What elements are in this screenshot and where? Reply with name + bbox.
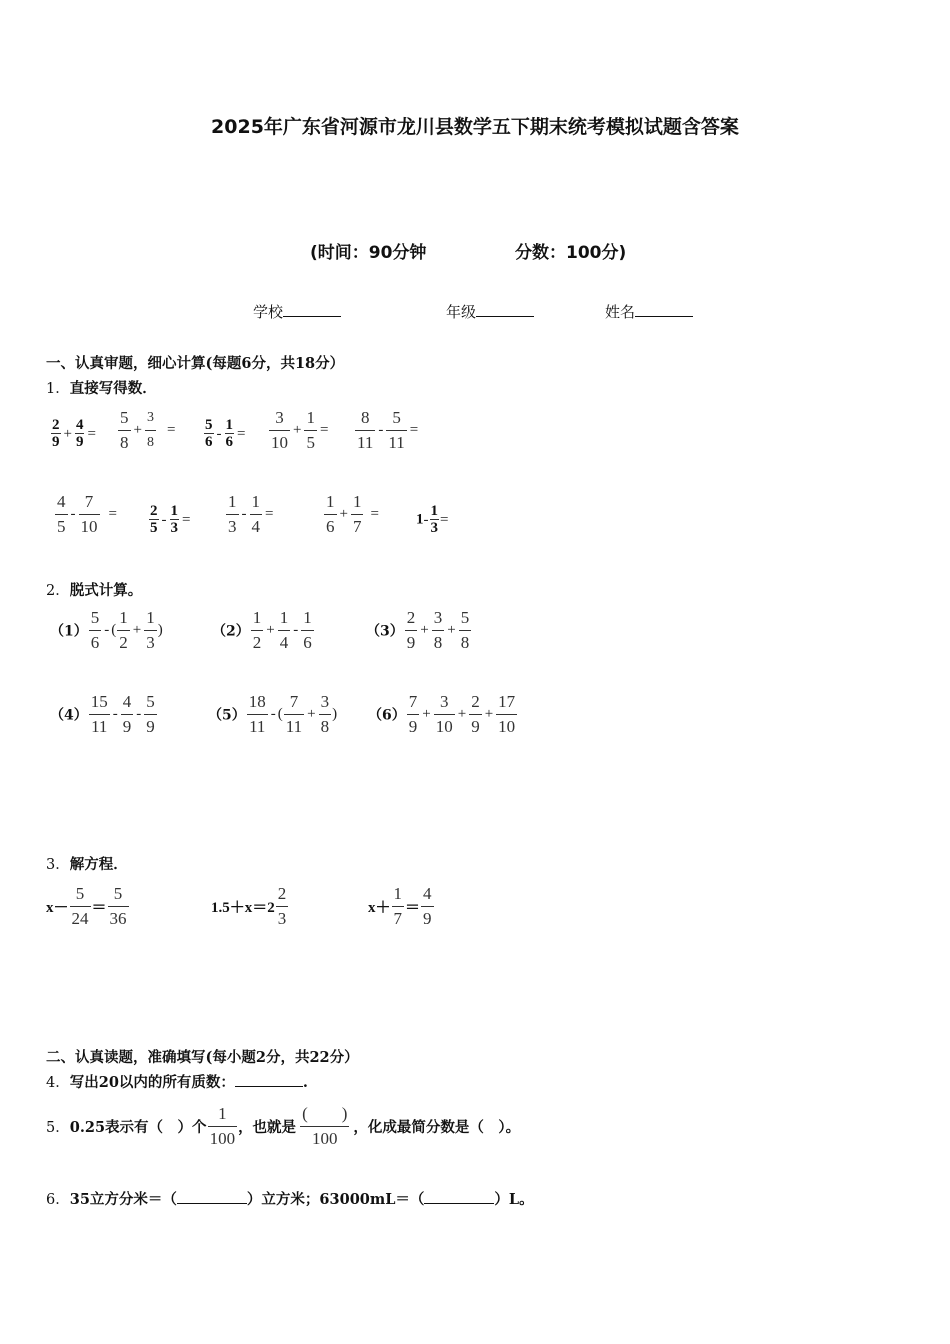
q1-item-4[interactable]: $\frac{3}{10}$ + $\frac{1}{5}$ = bbox=[271, 408, 329, 452]
question-6: 6．35立方分米＝（ ）立方米；63000mL＝（ ）L。 bbox=[46, 1191, 534, 1208]
page-title: 2025年广东省河源市龙川县数学五下期末统考模拟试题含答案 bbox=[211, 116, 739, 138]
school-label: 学校 bbox=[253, 303, 284, 321]
q1-item-8[interactable]: $\frac{1}{3}$ - $\frac{1}{4}$ = bbox=[228, 492, 274, 536]
q4-answer-blank[interactable] bbox=[235, 1072, 303, 1087]
q1-item-2[interactable]: $\frac{5}{8}$ + $\frac{3}{8}$ = bbox=[120, 408, 176, 452]
q2-expr-2[interactable]: （2） $\frac{1}{2}$ + $\frac{1}{4}$ - $\frac{1}{6}$ bbox=[212, 608, 312, 652]
q6-blank-1[interactable] bbox=[177, 1189, 247, 1204]
q2-expr-5[interactable]: （5） $\frac{18}{11}$ - ( $\frac{7}{11}$ + $\frac{3}{8}$ ) bbox=[208, 692, 338, 736]
section-1-heading: 一、认真审题，细心计算(每题6分，共18分） bbox=[46, 355, 345, 372]
q2-expr-3[interactable]: （3） $\frac{2}{9}$ + $\frac{3}{8}$ + $\frac{5}{8}$ bbox=[366, 608, 470, 652]
exam-time: (时间：90分钟 bbox=[310, 243, 427, 263]
q1-item-7[interactable]: $\frac{2}{5}$ - $\frac{1}{3}$ = bbox=[150, 503, 191, 536]
grade-blank[interactable] bbox=[476, 302, 534, 317]
q1-item-1[interactable]: $\frac{2}{9}$ + $\frac{4}{9}$ = bbox=[52, 417, 96, 450]
q1-item-9[interactable]: $\frac{1}{6}$ + $\frac{1}{7}$ = bbox=[326, 492, 379, 536]
name-blank[interactable] bbox=[635, 302, 693, 317]
q5-numerator-blank[interactable]: ( ) 100 bbox=[302, 1104, 348, 1148]
q3-equation-1[interactable]: x－ $\frac{5}{24}$ ＝ $\frac{5}{36}$ bbox=[46, 884, 127, 928]
question-1: 1．直接写得数． bbox=[46, 380, 157, 397]
grade-field[interactable] bbox=[446, 301, 534, 322]
question-2: 2．脱式计算。 bbox=[46, 582, 143, 599]
grade-label: 年级 bbox=[446, 303, 477, 321]
q1-item-10[interactable]: 1- $\frac{1}{3}$ = bbox=[416, 503, 449, 536]
school-blank[interactable] bbox=[283, 302, 341, 317]
exam-score: 分数：100分) bbox=[515, 243, 627, 263]
question-4: 4．写出20以内的所有质数： . bbox=[46, 1074, 308, 1091]
q2-expr-1[interactable]: （1） $\frac{5}{6}$ - ( $\frac{1}{2}$ + $\frac{1}{3}$ ) bbox=[50, 608, 163, 652]
q2-expr-4[interactable]: （4） $\frac{15}{11}$ - $\frac{4}{9}$ - $\frac{5}{9}$ bbox=[50, 692, 155, 736]
section-2-heading: 二、认真读题，准确填写(每小题2分，共22分） bbox=[46, 1049, 359, 1066]
q6-blank-2[interactable] bbox=[424, 1189, 494, 1204]
name-field[interactable] bbox=[605, 301, 693, 322]
q1-item-3[interactable]: $\frac{5}{6}$ - $\frac{1}{6}$ = bbox=[205, 417, 246, 450]
school-field[interactable] bbox=[253, 301, 341, 322]
q1-item-6[interactable]: $\frac{4}{5}$ - $\frac{7}{10}$ = bbox=[57, 492, 117, 536]
q3-equation-2[interactable]: 1.5＋x＝2 $\frac{2}{3}$ bbox=[211, 884, 287, 928]
q1-item-5[interactable]: $\frac{8}{11}$ - $\frac{5}{11}$ = bbox=[357, 408, 419, 452]
question-3: 3．解方程． bbox=[46, 856, 128, 873]
name-label: 姓名 bbox=[605, 303, 636, 321]
question-5: 5．0.25表示有（ ）个 $\frac{1}{100}$ ，也就是 ( ) 100 ，化成最简分数是（ ）。 bbox=[46, 1104, 521, 1148]
q2-expr-6[interactable]: （6） $\frac{7}{9}$ + $\frac{3}{10}$ + $\frac{2}{9}$ + $\frac{17}{10}$ bbox=[368, 692, 516, 736]
q3-equation-3[interactable]: x＋ $\frac{1}{7}$ ＝ $\frac{4}{9}$ bbox=[368, 884, 432, 928]
